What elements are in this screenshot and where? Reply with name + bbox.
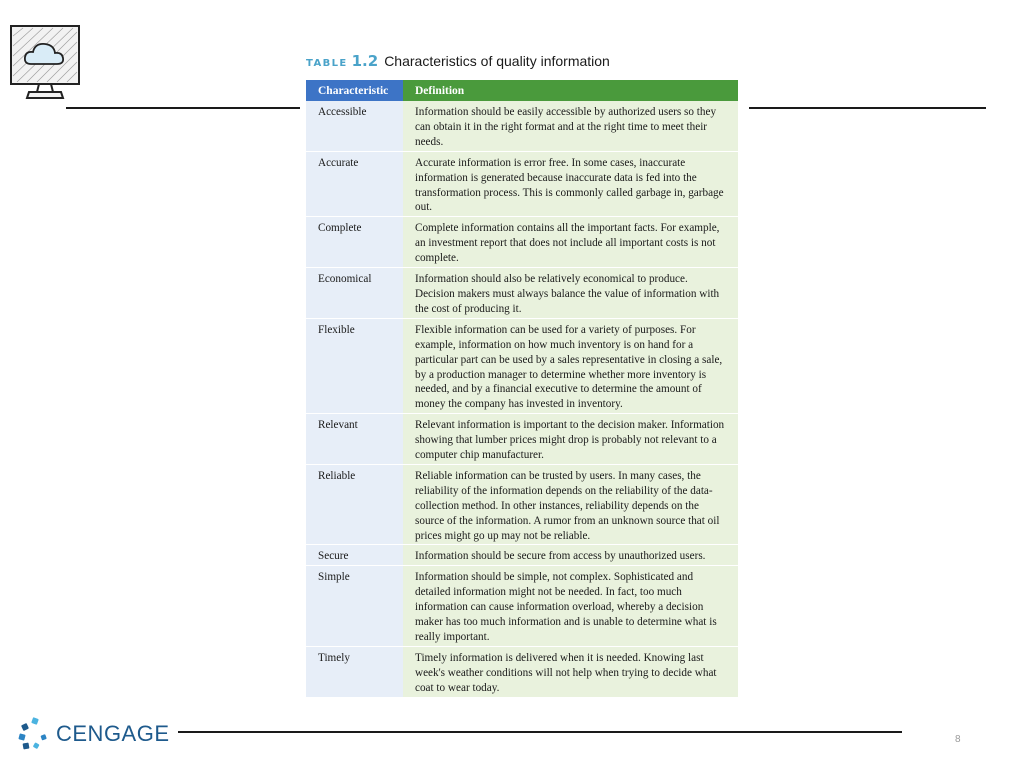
definition-cell: Information should be secure from access by unauthorized users. xyxy=(403,545,738,566)
definition-cell: Reliable information can be trusted by users. In many cases, the reliability of the information depends on the reliability of the data-collection method. In other instances, reliability depends on the source of the information. A rumor from an unknown source that oil prices might go up may not be reliable. xyxy=(403,464,738,545)
definition-cell: Relevant information is important to the decision maker. Information showing that lumber prices might drop is probably not relevant to a computer chip manufacturer. xyxy=(403,414,738,465)
characteristic-cell: Secure xyxy=(306,545,403,566)
header-characteristic: Characteristic xyxy=(306,80,403,101)
characteristic-cell: Economical xyxy=(306,268,403,319)
table-row xyxy=(306,464,738,545)
characteristic-cell: Timely xyxy=(306,646,403,697)
table-row xyxy=(306,151,738,217)
cengage-logo xyxy=(18,716,170,752)
table-header-row xyxy=(306,80,738,101)
divider-top-right xyxy=(749,107,986,109)
definition-cell: Complete information contains all the important facts. For example, an investment report that does not include all important costs is not complete. xyxy=(403,217,738,268)
table-row xyxy=(306,414,738,465)
table-row xyxy=(306,646,738,697)
table-row xyxy=(306,268,738,319)
characteristic-cell: Simple xyxy=(306,566,403,647)
characteristic-cell: Relevant xyxy=(306,414,403,465)
characteristic-cell: Accurate xyxy=(306,151,403,217)
characteristic-cell: Reliable xyxy=(306,464,403,545)
table-row xyxy=(306,566,738,647)
divider-bottom xyxy=(178,731,902,733)
caption-number: 1.2 xyxy=(351,52,379,70)
page-number: 8 xyxy=(955,734,961,745)
definition-cell: Information should also be relatively economical to produce. Decision makers must always balance the value of information with the cost of producing it. xyxy=(403,268,738,319)
cengage-logo-text: CENGAGE xyxy=(56,721,170,746)
definition-cell: Timely information is delivered when it is needed. Knowing last week's weather conditions will not help when trying to decide what coat to wear today. xyxy=(403,646,738,697)
definition-cell: Accurate information is error free. In some cases, inaccurate information is generated because inaccurate data is fed into the transformation process. This is commonly called garbage in, garbage out. xyxy=(403,151,738,217)
definition-cell: Flexible information can be used for a variety of purposes. For example, information on how much inventory is on hand for a particular part can be used by a sales representative in closing a sale, by a production manager to determine whether more inventory is needed, and by a financial executive to determine the amount of money the company has invested in inventory. xyxy=(403,318,738,413)
table-row xyxy=(306,217,738,268)
cengage-logo-mark-icon xyxy=(18,717,50,751)
caption-title: Characteristics of quality information xyxy=(384,53,610,69)
definition-cell: Information should be easily accessible by authorized users so they can obtain it in the right format and at the right time to meet their needs. xyxy=(403,101,738,151)
header-definition: Definition xyxy=(403,80,738,101)
characteristic-cell: Flexible xyxy=(306,318,403,413)
quality-information-table xyxy=(306,80,738,698)
cloud-monitor-icon xyxy=(9,24,81,102)
caption-label: TABLE xyxy=(306,58,348,69)
characteristic-cell: Complete xyxy=(306,217,403,268)
definition-cell: Information should be simple, not complex. Sophisticated and detailed information might not be needed. In fact, too much information can cause information overload, whereby a decision maker has too much information and is unable to determine what is really important. xyxy=(403,566,738,647)
table-caption xyxy=(306,52,746,74)
divider-top-left xyxy=(66,107,300,109)
table-row xyxy=(306,545,738,566)
table-row xyxy=(306,318,738,413)
characteristic-cell: Accessible xyxy=(306,101,403,151)
table-row xyxy=(306,101,738,151)
